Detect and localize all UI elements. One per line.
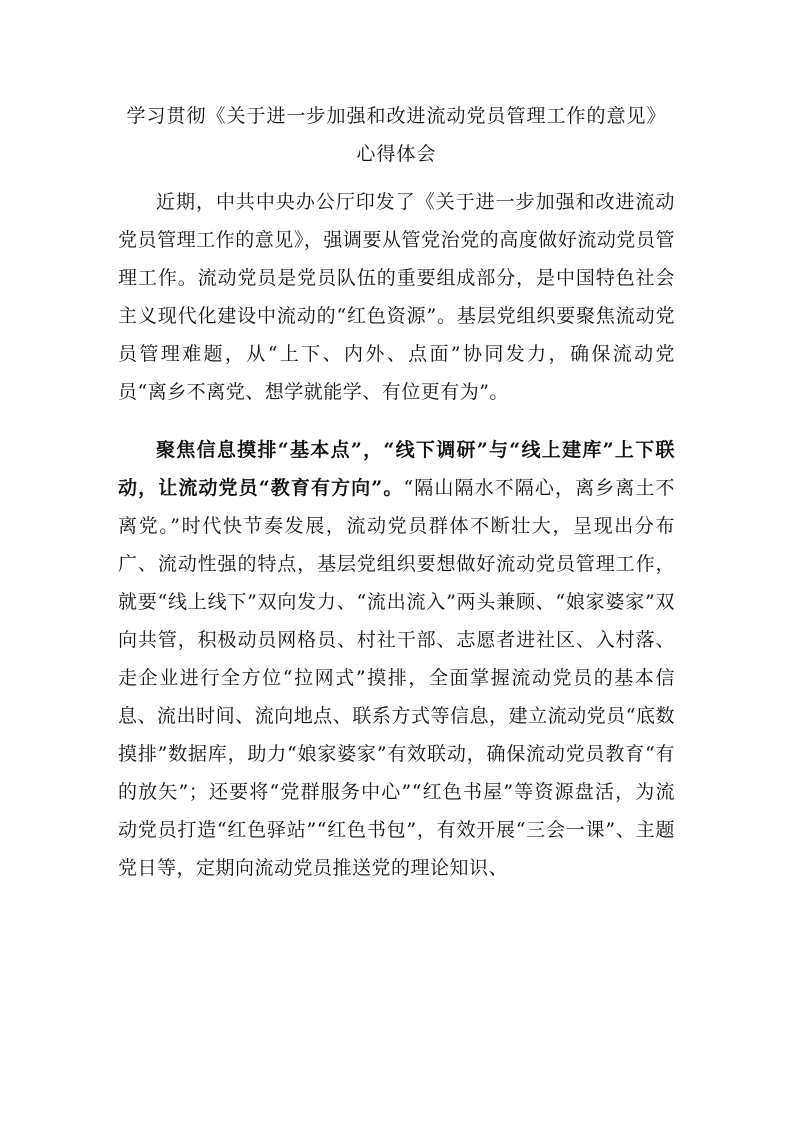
document-subtitle: 心得体会 [356, 143, 437, 165]
paragraph-info-survey [118, 431, 675, 887]
paragraph-body-text: “隔山隔水不隔心，离乡离土不离党。”时代快节奏发展，流动党员群体不断壮大，呈现出分布广、流动性强的特点，基层党组织要想做好流动党员管理工作，就要“线上线下”双向发力、“流出流入”两头兼顾、“娘家婆家”双向共管，积极动员网格员、村社干部、志愿者进社区、入村落、走企业进行全方位“拉网式”摸排，全面掌握流动党员的基本信息、流出时间、流向地点、联系方式等信息，建立流动党员“底数摸排”数据库，助力“娘家婆家”有效联动，确保流动党员教育“有的放矢”；还要将“党群服务中心”“红色书屋”等资源盘活，为流动党员打造“红色驿站”“红色书包”，有效开展“三会一课”、主题党日等，定期向流动党员推送党的理论知识、 [118, 477, 676, 879]
document-title: 学习贯彻《关于进一步加强和改进流动党员管理工作的意见》 [126, 105, 667, 127]
paragraph-intro: 近期，中共中央办公厅印发了《关于进一步加强和改进流动党员管理工作的意见》，强调要从管党治党的高度做好流动党员管理工作。流动党员是党员队伍的重要组成部分，是中国特色社会主义现代化建设中流动的“红色资源”。基层党组织要聚焦流动党员管理难题，从“上下、内外、点面”协同发力，确保流动党员“离乡不离党、想学就能学、有位更有为”。 [118, 191, 675, 403]
paragraph-gap [118, 411, 675, 431]
paragraph-lead-heading: 聚焦信息摸排“基本点”，“线下调研”与“线上建库”上下联动，让流动党员“教育有方向”。 [118, 439, 675, 499]
